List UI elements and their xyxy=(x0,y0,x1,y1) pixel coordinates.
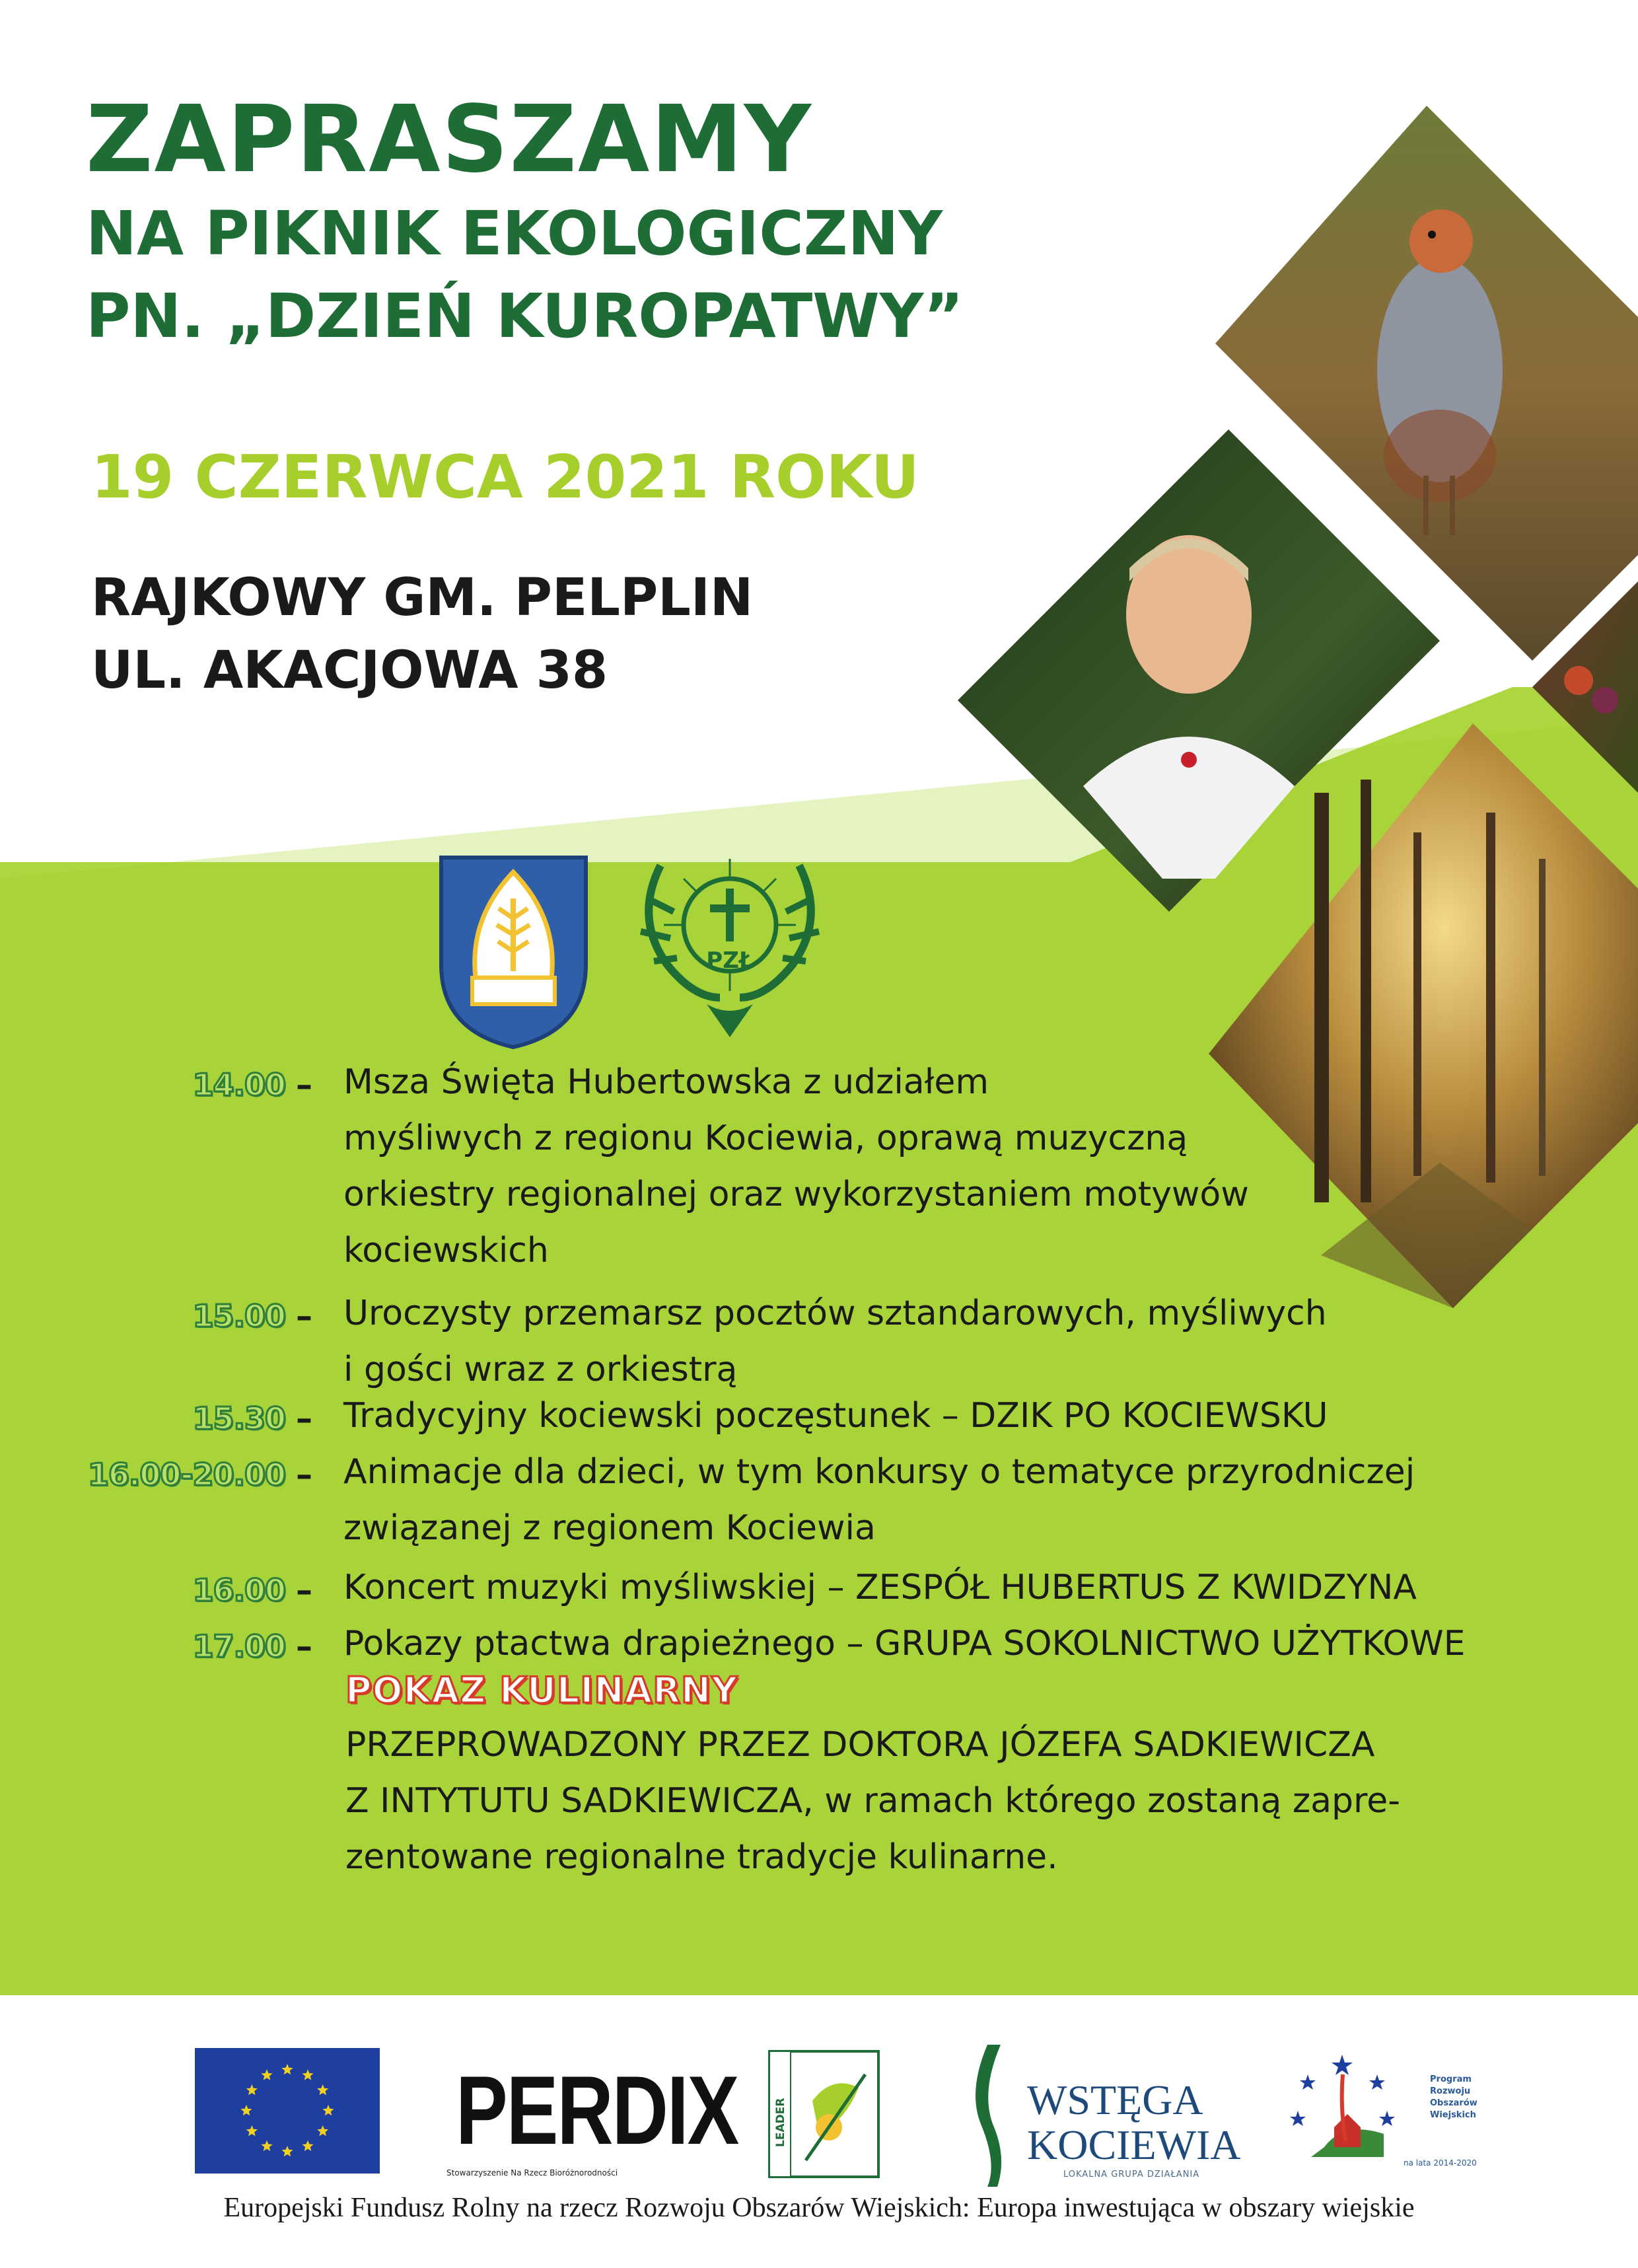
wstega-kociewia-subtitle: LOKALNA GRUPA DZIAŁANIA xyxy=(1063,2170,1200,2179)
schedule-dash: – xyxy=(296,1066,312,1104)
subtitle-line-2: PN. „DZIEŃ KUROPATWY” xyxy=(86,281,964,351)
schedule-description-line: kociewskich xyxy=(343,1231,549,1270)
perdix-logo-text: PERDIX xyxy=(456,2056,738,2166)
culinary-line-3: zentowane regionalne tradycje kulinarne. xyxy=(345,1837,1058,1877)
pzl-label: PZŁ xyxy=(706,947,754,974)
schedule-dash: – xyxy=(296,1297,312,1335)
schedule-description-line: i gości wraz z orkiestrą xyxy=(343,1350,738,1389)
schedule-dash: – xyxy=(296,1399,312,1438)
schedule-time: 14.00 xyxy=(192,1067,285,1103)
schedule-time: 17.00 xyxy=(192,1628,285,1664)
event-place-line-1: RAJKOWY GM. PELPLIN xyxy=(91,568,754,628)
schedule-description-line: myśliwych z regionu Kociewia, oprawą muzyczną xyxy=(343,1118,1188,1158)
schedule-description-line: Tradycyjny kociewski poczęstunek – DZIK PO KOCIEWSKU xyxy=(343,1396,1328,1436)
perdix-logo-subtitle: Stowarzyszenie Na Rzecz Bioróżnorodności xyxy=(446,2168,618,2177)
schedule-time: 16.00 xyxy=(192,1572,285,1608)
prow-logo-line-3: Obszarów xyxy=(1430,2098,1478,2108)
schedule-dash: – xyxy=(296,1571,312,1609)
prow-logo-years: na lata 2014-2020 xyxy=(1404,2158,1477,2168)
leader-logo xyxy=(766,2048,882,2180)
culinary-line-1: PRZEPROWADZONY PRZEZ DOKTORA JÓZEFA SADKIEWICZA xyxy=(345,1725,1375,1765)
event-place-line-2: UL. AKACJOWA 38 xyxy=(91,641,608,700)
schedule-dash: – xyxy=(296,1627,312,1665)
page-title: ZAPRASZAMY xyxy=(86,86,813,194)
culinary-show-heading: POKAZ KULINARNY xyxy=(345,1669,738,1711)
schedule-description-line: orkiestry regionalnej oraz wykorzystaniem motywów xyxy=(343,1175,1249,1214)
schedule-description-line: Uroczysty przemarsz pocztów sztandarowych, myśliwych xyxy=(343,1294,1327,1333)
wstega-kociewia-line-2: KOCIEWIA xyxy=(1027,2121,1241,2168)
prow-logo-line-4: Wiejskich xyxy=(1430,2110,1476,2120)
footer-text: Europejski Fundusz Rolny na rzecz Rozwoju Obszarów Wiejskich: Europa inwestująca w obszary wiejskie xyxy=(223,2193,1415,2223)
eu-flag-logo xyxy=(195,2048,380,2174)
prow-logo-line-2: Rozwoju xyxy=(1430,2086,1471,2096)
wstega-ribbon-icon xyxy=(961,2038,1027,2190)
schedule-time: 16.00-20.00 xyxy=(87,1457,285,1492)
schedule-description-line: Pokazy ptactwa drapieżnego – GRUPA SOKOLNICTWO UŻYTKOWE xyxy=(343,1624,1466,1664)
schedule-description-line: Msza Święta Hubertowska z udziałem xyxy=(343,1062,989,1102)
schedule-time: 15.00 xyxy=(192,1298,285,1334)
leader-logo-label: LEADER xyxy=(774,2098,787,2147)
event-date: 19 CZERWCA 2021 ROKU xyxy=(91,443,919,512)
schedule-time: 15.30 xyxy=(192,1401,285,1436)
prow-logo-line-1: Program xyxy=(1430,2074,1472,2084)
pzl-hunting-emblem xyxy=(621,839,839,1044)
coat-of-arms-emblem xyxy=(436,852,591,1050)
schedule-description-line: Animacje dla dzieci, w tym konkursy o tematyce przyrodniczej xyxy=(343,1452,1415,1492)
schedule-dash: – xyxy=(296,1455,312,1494)
wstega-kociewia-line-1: WSTĘGA xyxy=(1027,2076,1203,2123)
schedule-description-line: Koncert muzyki myśliwskiej – ZESPÓŁ HUBERTUS Z KWIDZYNA xyxy=(343,1568,1417,1607)
prow-logo-icon xyxy=(1285,2048,1400,2170)
schedule-description-line: związanej z regionem Kociewia xyxy=(343,1508,876,1548)
subtitle-line-1: NA PIKNIK EKOLOGICZNY xyxy=(86,198,943,269)
culinary-line-2: Z INTYTUTU SADKIEWICZA, w ramach którego zostaną zapre- xyxy=(345,1781,1401,1821)
